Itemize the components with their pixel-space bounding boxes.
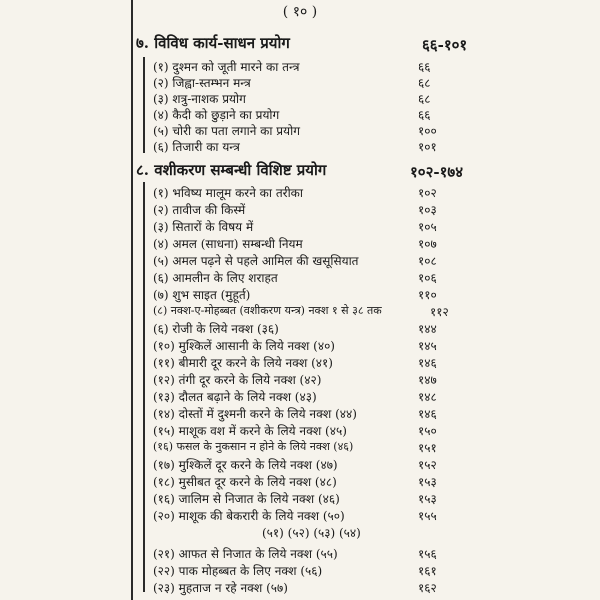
toc-page: १०३ [418, 203, 437, 217]
toc-page: १५३ [418, 475, 437, 489]
toc-entry: (१८) मुसीबत दूर करने के लिये नक्श (४८) [153, 475, 337, 489]
toc-page: १०६ [418, 271, 437, 285]
toc-entry: (६) आमलीन के लिए शराहत [153, 271, 278, 285]
toc-entry: (८) नक्श-ए-मोहब्बत (वशीकरण यन्त्र) नक्श १ से ३८ तक [153, 304, 382, 317]
toc-entry: (१७) मुश्किलें दूर करने के लिये नक्श (४७) [153, 458, 338, 472]
toc-entry-continuation: (५१) (५२) (५३) (५४) [262, 526, 361, 540]
toc-entry: (४) कैदी को छुड़ाने का प्रयोग [153, 108, 280, 122]
toc-page: १५५ [418, 509, 437, 523]
toc-entry: (३) सितारों के विषय में [153, 220, 254, 234]
toc-entry: (५) अमल पढ़ने से पहले आमिल की खसूसियात [153, 254, 359, 268]
toc-page: १०२ [418, 186, 437, 200]
toc-page: ६८ [418, 92, 431, 106]
toc-entry: (२२) पाक मोहब्बत के लिए नक्श (५६) [153, 564, 323, 578]
toc-page: १४६ [418, 356, 437, 370]
toc-entry: (२३) मुहताज न रहे नक्श (५७) [153, 581, 288, 595]
toc-entry: (७) शुभ साइत (मुहूर्त) [153, 288, 251, 302]
toc-entry: (२) जिह्वा-स्तम्भन मन्त्र [153, 76, 251, 90]
toc-entry: (२०) माशूक की बेकरारी के लिये नक्श (५०) [153, 509, 345, 523]
toc-entry: (१) भविष्य मालूम करने का तरीका [153, 186, 303, 200]
toc-entry: (१६) जालिम से निजात के लिये नक्श (४६) [153, 492, 340, 506]
toc-page: १४७ [418, 373, 437, 387]
toc-entry: (६) रोजी के लिये नक्श (३६) [153, 322, 279, 336]
toc-page: ११२ [430, 305, 449, 319]
toc-page: ११० [418, 288, 437, 302]
toc-page: १६२ [418, 581, 437, 595]
toc-page: १०८ [418, 254, 437, 268]
toc-page: १५३ [418, 492, 437, 506]
toc-entry: (१२) तंगी दूर करने के लिये नक्श (४२) [153, 373, 322, 387]
toc-entry: (२१) आफत से निजात के लिये नक्श (५५) [153, 547, 338, 561]
section-8-bracket [143, 182, 145, 592]
toc-page: १०७ [418, 237, 437, 251]
toc-entry: (१०) मुश्किलें आसानी के लिये नक्श (४०) [153, 339, 335, 353]
toc-entry: (५) चोरी का पता लगाने का प्रयोग [153, 124, 300, 138]
section-7-bracket [143, 57, 145, 153]
toc-entry: (४) अमल (साधना) सम्बन्धी नियम [153, 237, 303, 251]
toc-entry: (१६) फसल के नुकसान न होने के लिये नक्श (४६) [153, 440, 354, 453]
toc-entry: (१४) दोस्तों में दुश्मनी करने के लिये नक्श (४४) [153, 407, 357, 421]
toc-page: १६१ [418, 564, 437, 578]
toc-entry: (११) बीमारी दूर करने के लिये नक्श (४१) [153, 356, 333, 370]
toc-page: ६६ [418, 60, 431, 74]
toc-page: १०० [418, 124, 437, 138]
toc-page: १५२ [418, 458, 437, 472]
section-8-range: १०२-१७४ [410, 163, 464, 181]
toc-entry: (१५) माशूक वश में करने के लिये नक्श (४५) [153, 424, 347, 438]
toc-page: १५१ [418, 441, 437, 455]
section-8-title: ८. वशीकरण सम्बन्धी विशिष्ट प्रयोग [136, 161, 327, 179]
toc-entry: (३) शत्रु-नाशक प्रयोग [153, 92, 246, 106]
toc-entry: (१) दुश्मन को जूती मारने का तन्त्र [153, 60, 300, 74]
toc-page: १०५ [418, 220, 437, 234]
toc-entry: (१३) दौलत बढ़ाने के लिये नक्श (४३) [153, 390, 317, 404]
left-margin-rule [131, 0, 133, 600]
toc-page: १५६ [418, 547, 437, 561]
toc-page: १४५ [418, 339, 437, 353]
toc-page: १४८ [418, 390, 437, 404]
toc-page: ६६ [418, 108, 431, 122]
toc-page: १४६ [418, 407, 437, 421]
toc-entry: (६) तिजारी का यन्त्र [153, 140, 240, 154]
toc-page: १४४ [418, 322, 437, 336]
page-number: ( १० ) [282, 4, 318, 20]
section-7-title: ७. विविध कार्य-साधन प्रयोग [136, 34, 290, 52]
toc-page: ६८ [418, 76, 431, 90]
toc-entry: (२) तावीज की किस्में [153, 203, 246, 217]
toc-page: १५० [418, 424, 437, 438]
section-7-range: ६६-१०१ [422, 36, 468, 54]
toc-page: १०१ [418, 140, 437, 154]
